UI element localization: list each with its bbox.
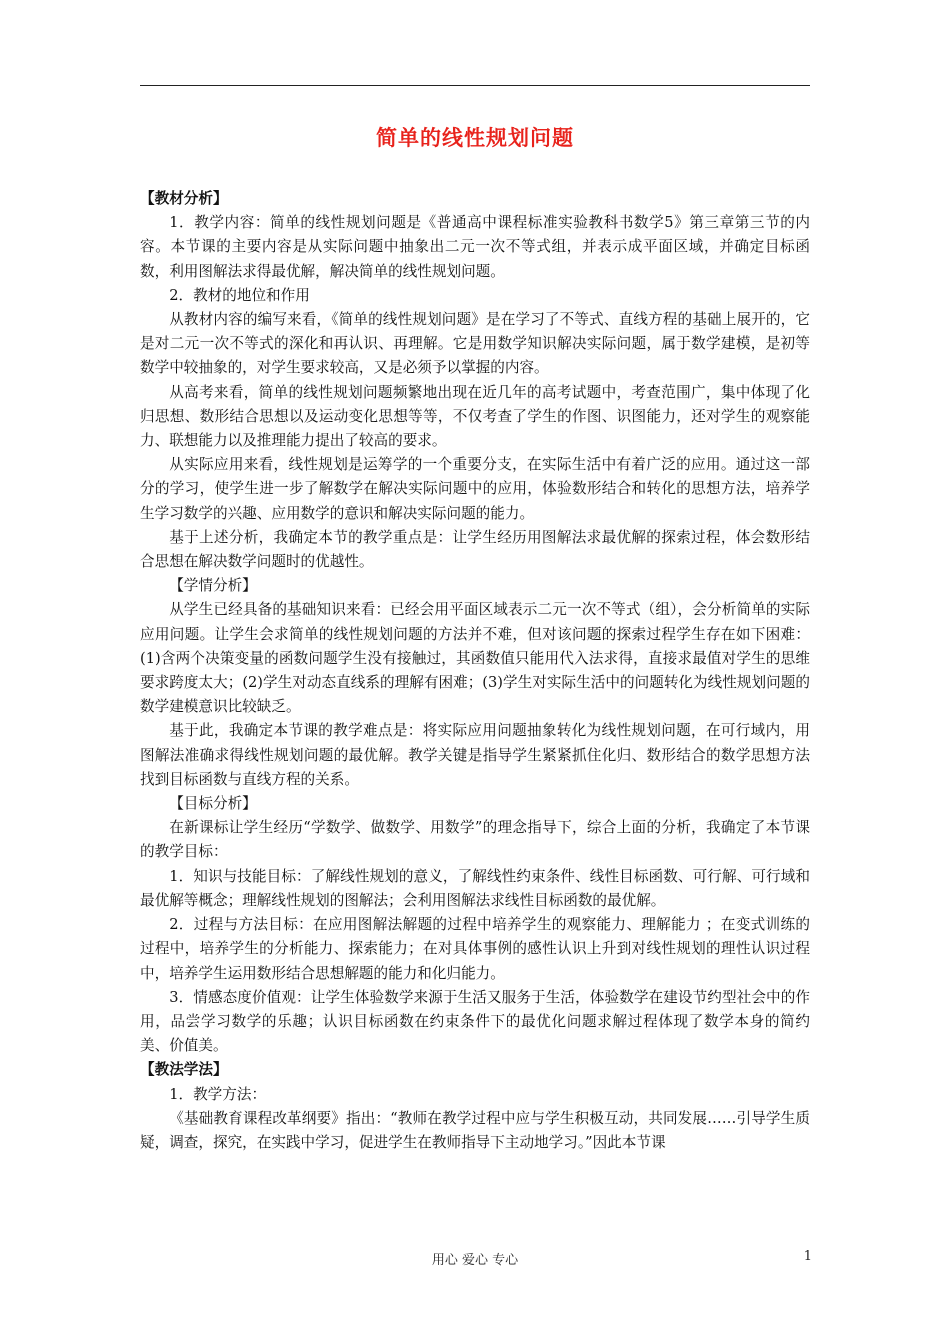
- paragraph: 从学生已经具备的基础知识来看：已经会用平面区域表示二元一次不等式（组），会分析简单的实际应用问题。让学生会求简单的线性规划问题的方法并不难，但对该问题的探索过程学生存在如下困难：(1)含两个决策变量的函数问题学生没有接触过，其函数值只能用代入法求得，直接求最值对学生的思维要求跨度太大；(2)学生对动态直线系的理解有困难；(3)学生对实际生活中的问题转化为线性规划问题的数学建模意识比较缺乏。: [140, 601, 810, 716]
- section-heading: 【教材分析】: [140, 190, 228, 207]
- header-rule: [140, 85, 810, 86]
- page-footer: 用心 爱心 专心: [431, 1253, 519, 1268]
- paragraph: 在新课标让学生经历“学数学、做数学、用数学”的理念指导下，综合上面的分析，我确定了本节课的教学目标：: [140, 819, 810, 861]
- paragraph: 【目标分析】: [169, 795, 257, 813]
- document-title: 简单的线性规划问题: [376, 126, 574, 150]
- document-body: [140, 187, 810, 1155]
- paragraph: 从教材内容的编写来看，《简单的线性规划问题》是在学习了不等式、直线方程的基础上展开的，它是对二元一次不等式的深化和再认识、再理解。它是用数学知识解决实际问题，属于数学建模，是初等数学中较抽象的，对学生要求较高，又是必须予以掌握的内容。: [140, 311, 810, 377]
- page-number: 1: [803, 1249, 812, 1264]
- paragraph: 1．教学内容：简单的线性规划问题是《普通高中课程标准实验教科书数学5》第三章第三节的内容。本节课的主要内容是从实际问题中抽象出二元一次不等式组，并表示成平面区域，并确定目标函数，利用图解法求得最优解，解决简单的线性规划问题。: [140, 214, 810, 280]
- paragraph: 2．过程与方法目标：在应用图解法解题的过程中培养学生的观察能力、理解能力 ；在变式训练的过程中，培养学生的分析能力、探索能力；在对具体事例的感性认识上升到对线性规划的理性认识过程中，培养学生运用数形结合思想解题的能力和化归能力。: [140, 916, 810, 982]
- paragraph: 1．教学方法：: [169, 1085, 267, 1103]
- paragraph: 3．情感态度价值观：让学生体验数学来源于生活又服务于生活，体验数学在建设节约型社会中的作用，品尝学习数学的乐趣；认识目标函数在约束条件下的最优化问题求解过程体现了数学本身的简约美、价值美。: [140, 988, 810, 1055]
- paragraph: 2．教材的地位和作用: [169, 286, 310, 304]
- paragraph: 基于此，我确定本节课的教学难点是：将实际应用问题抽象转化为线性规划问题，在可行域内，用图解法准确求得线性规划问题的最优解。教学关键是指导学生紧紧抓住化归、数形结合的数学思想方法找到目标函数与直线方程的关系。: [140, 722, 810, 788]
- paragraph: 从高考来看，简单的线性规划问题频繁地出现在近几年的高考试题中，考查范围广，集中体现了化归思想、数形结合思想以及运动变化思想等等，不仅考查了学生的作图、识图能力，还对学生的观察能力、联想能力以及推理能力提出了较高的要求。: [140, 383, 810, 450]
- paragraph: 从实际应用来看，线性规划是运筹学的一个重要分支，在实际生活中有着广泛的应用。通过这一部分的学习，使学生进一步了解数学在解决实际问题中的应用，体验数形结合和转化的思想方法，培养学生学习数学的兴趣、应用数学的意识和解决实际问题的能力。: [140, 456, 810, 522]
- paragraph: 1．知识与技能目标：了解线性规划的意义，了解线性约束条件、线性目标函数、可行解、可行域和最优解等概念；理解线性规划的图解法；会利用图解法求线性目标函数的最优解。: [140, 867, 810, 909]
- paragraph: 【学情分析】: [169, 577, 257, 595]
- paragraph: 《基础教育课程改革纲要》指出：“教师在教学过程中应与学生积极互动，共同发展……引导学生质疑，调查，探究，在实践中学习，促进学生在教师指导下主动地学习。”因此本节课: [140, 1109, 810, 1151]
- paragraph: 基于上述分析，我确定本节的教学重点是：让学生经历用图解法求最优解的探索过程，体会数形结合思想在解决数学问题时的优越性。: [140, 528, 810, 571]
- section-heading: 【教法学法】: [140, 1061, 228, 1079]
